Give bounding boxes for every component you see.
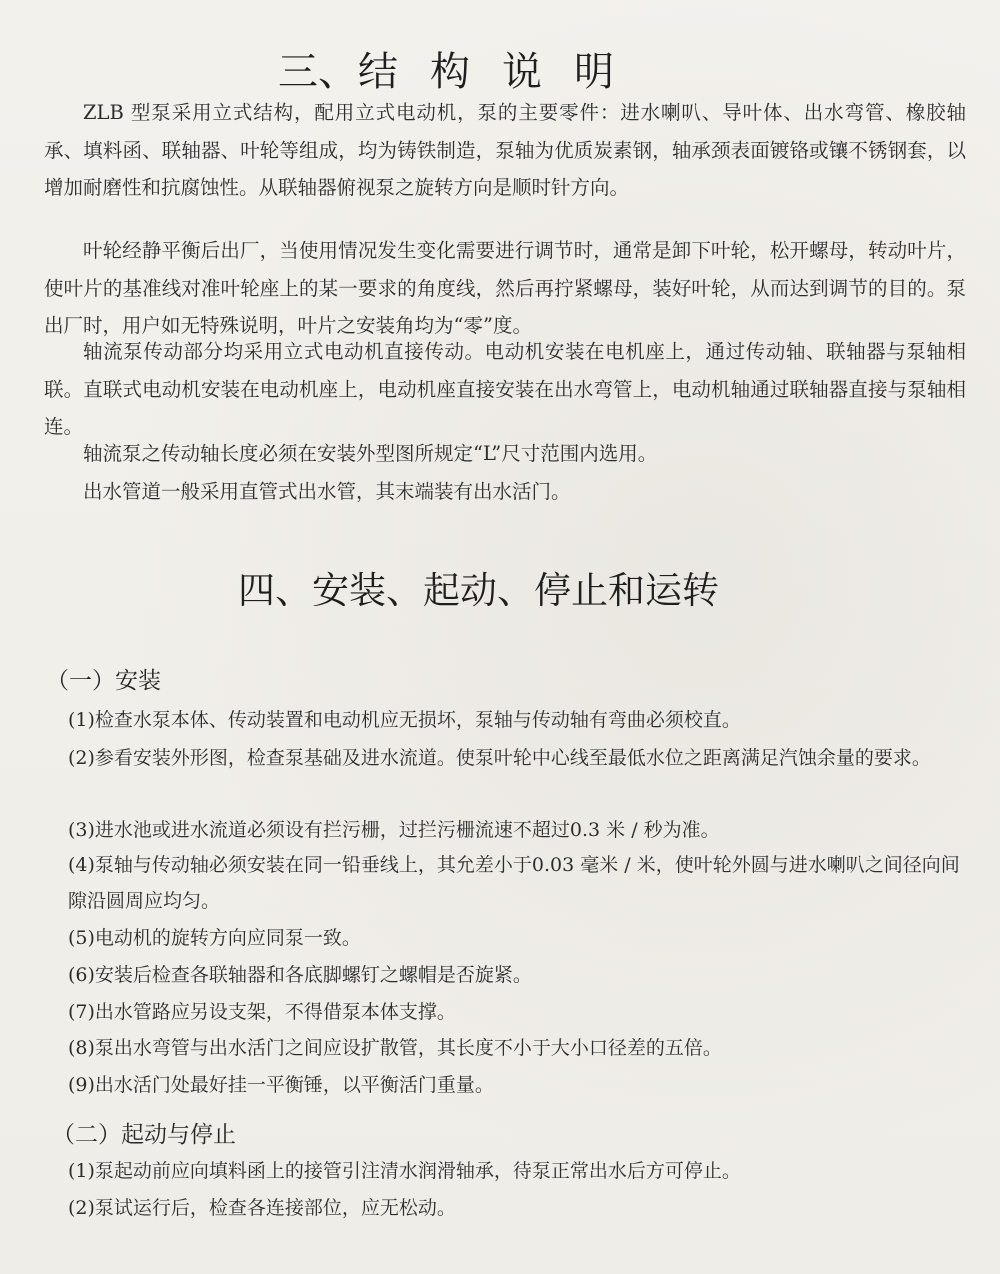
install-item: (2)参看安装外形图，检查泵基础及进水流道。使泵叶轮中心线至最低水位之距离满足汽蚀余量的要求。 <box>68 747 931 769</box>
start-stop-subheading: （二）起动与停止 <box>52 1122 236 1148</box>
install-item: (8)泵出水弯管与出水活门之间应设扩散管，其长度不小于大小口径差的五倍。 <box>68 1037 722 1059</box>
section-3-title-part: 明 <box>574 49 614 95</box>
install-item: (9)出水活门处最好挂一平衡锤，以平衡活门重量。 <box>68 1074 494 1096</box>
install-item: (4)泵轴与传动轴必须安装在同一铅垂线上，其允差小于0.03 毫米 / 米，使叶轮外圆与进水喇叭之间径向间隙沿圆周应均匀。 <box>68 854 960 912</box>
install-subheading: （一）安装 <box>46 668 161 694</box>
install-item: (3)进水池或进水流道必须设有拦污栅，过拦污栅流速不超过0.3 米 / 秒为准。 <box>68 819 720 841</box>
structure-paragraph: ZLB 型泵采用立式结构，配用立式电动机，泵的主要零件：进水喇叭、导叶体、出水弯管、橡胶轴承、填料函、联轴器、叶轮等组成，均为铸铁制造，泵轴为优质炭素钢，轴承颈表面镀铬或镶不锈钢套，以增加耐磨性和抗腐蚀性。从联轴器俯视泵之旋转方向是顺时针方向。 <box>44 101 966 199</box>
shaft-length-paragraph: 轴流泵之传动轴长度必须在安装外型图所规定“L”尺寸范围内选用。 <box>83 442 658 465</box>
drive-paragraph: 轴流泵传动部分均采用立式电动机直接传动。电动机安装在电机座上，通过传动轴、联轴器与泵轴相联。直联式电动机安装在电动机座上，电动机座直接安装在出水弯管上，电动机轴通过联轴器直接与泵轴相连。 <box>44 340 966 438</box>
section-3-title-part: 三、结 <box>278 49 398 95</box>
section-3-title-part: 说 <box>502 49 542 95</box>
install-item: (5)电动机的旋转方向应同泵一致。 <box>68 927 361 949</box>
install-item: (7)出水管路应另设支架，不得借泵本体支撑。 <box>68 1001 456 1023</box>
outlet-pipe-paragraph: 出水管道一般采用直管式出水管，其末端装有出水活门。 <box>83 480 571 503</box>
impeller-paragraph: 叶轮经静平衡后出厂，当使用情况发生变化需要进行调节时，通常是卸下叶轮，松开螺母，转动叶片，使叶片的基准线对准叶轮座上的某一要求的角度线，然后再拧紧螺母，装好叶轮，从而达到调节的目的。泵出厂时，用户如无特殊说明，叶片之安装角均为“零”度。 <box>44 239 966 337</box>
install-item: (6)安装后检查各联轴器和各底脚螺钉之螺帽是否旋紧。 <box>68 964 532 986</box>
section-3-title-part: 构 <box>430 49 470 95</box>
install-item: (1)检查水泵本体、传动装置和电动机应无损坏，泵轴与传动轴有弯曲必须校直。 <box>68 709 741 731</box>
section-3-title <box>278 40 614 97</box>
start-stop-item: (1)泵起动前应向填料函上的接管引注清水润滑轴承，待泵正常出水后方可停止。 <box>68 1160 741 1182</box>
section-4-title: 四、安装、起动、停止和运转 <box>238 569 719 612</box>
start-stop-item: (2)泵试运行后，检查各连接部位，应无松动。 <box>68 1197 456 1219</box>
